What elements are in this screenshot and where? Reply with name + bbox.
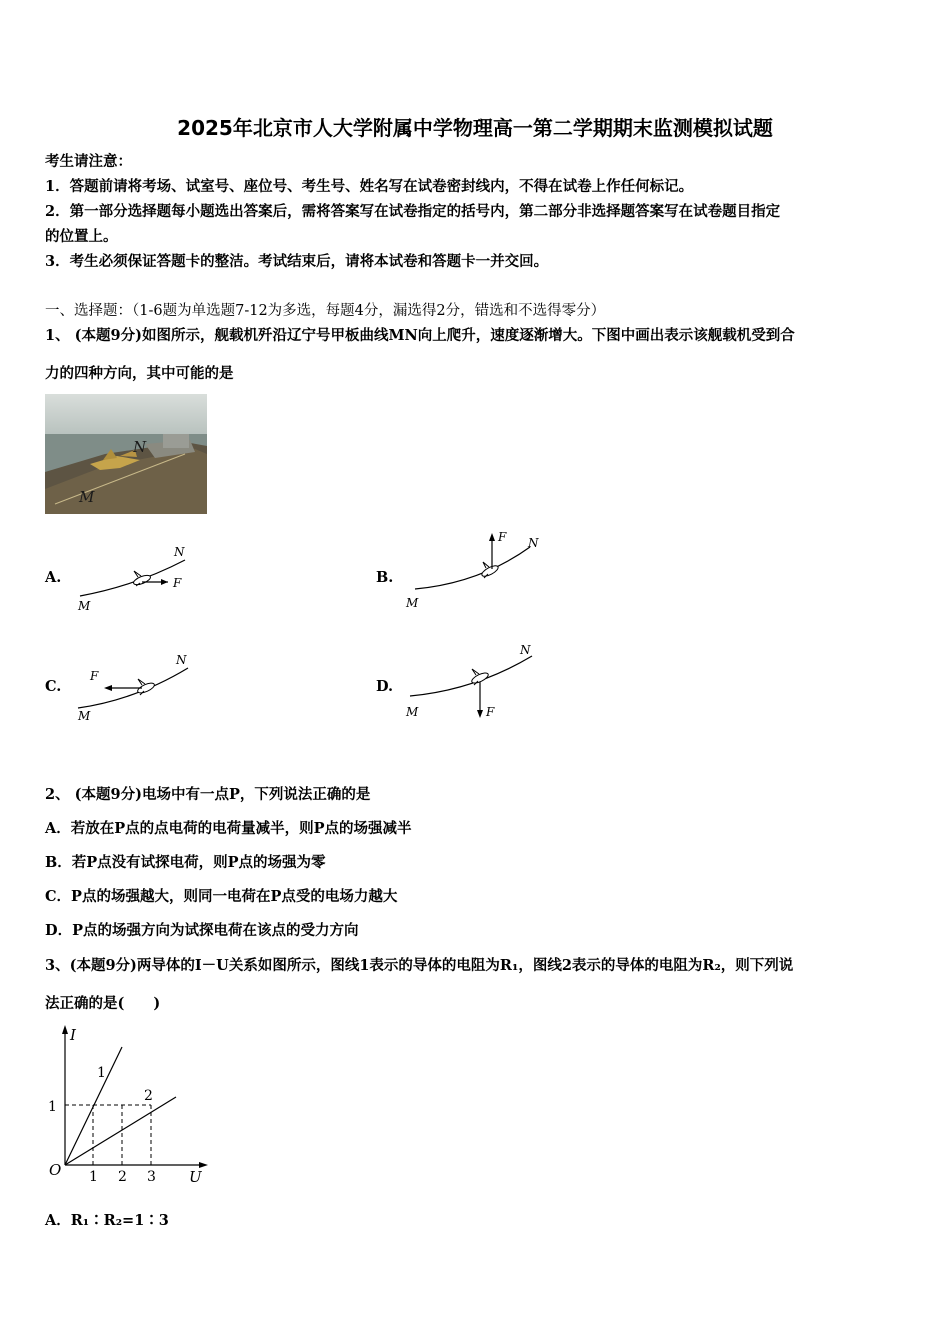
jet-icon xyxy=(136,679,155,695)
notice-heading: 考生请注意： xyxy=(45,153,132,170)
carrier-photo xyxy=(45,394,207,514)
iu-graph xyxy=(40,1020,215,1185)
photo-label-n: N xyxy=(133,438,147,456)
q2-option-a: A．若放在P点的点电荷的电荷量减半，则P点的场强减半 xyxy=(45,820,412,837)
x-axis-label: U xyxy=(189,1168,202,1185)
notice-item-2: 2．第一部分选择题每小题选出答案后，需将答案写在试卷指定的括号内，第二部分非选择题答案写在试卷题目指定 xyxy=(45,203,781,220)
q1-option-a-diagram xyxy=(70,540,200,615)
notice-item-1: 1．答题前请将考场、试室号、座位号、考生号、姓名写在试卷密封线内，不得在试卷上作任何标记。 xyxy=(45,178,694,195)
q2-option-d: D．P点的场强方向为试探电荷在该点的受力方向 xyxy=(45,922,359,939)
photo-label-m: M xyxy=(79,488,95,506)
q3-option-a: A．R₁∶R₂=1∶3 xyxy=(45,1212,169,1229)
notice-item-3: 3．考生必须保证答题卡的整洁。考试结束后，请将本试卷和答题卡一并交回。 xyxy=(45,253,549,270)
label-n: N xyxy=(528,536,539,550)
x-tick-2: 2 xyxy=(118,1169,127,1185)
x-tick-3: 3 xyxy=(147,1169,156,1185)
q3-stem-line2: 法正确的是( ) xyxy=(45,995,161,1012)
label-n: N xyxy=(174,545,185,559)
page-title: 2025年北京市人大学附属中学物理高一第二学期期末监测模拟试题 xyxy=(177,116,773,140)
line-2-label: 2 xyxy=(144,1088,153,1104)
label-m: M xyxy=(406,705,419,719)
q1-option-c-label: C. xyxy=(45,678,62,695)
q3-stem-line1: 3、(本题9分)两导体的I－U关系如图所示，图线1表示的导体的电阻为R₁，图线2表示的导体的电阻为R₂，则下列说 xyxy=(45,957,794,974)
jet-icon xyxy=(480,562,499,578)
label-m: M xyxy=(406,596,419,610)
label-f: F xyxy=(486,705,495,719)
q2-option-b: B．若P点没有试探电荷，则P点的场强为零 xyxy=(45,854,326,871)
q1-stem-line1: 1、 (本题9分)如图所示，舰载机歼沿辽宁号甲板曲线MN向上爬升，速度逐渐增大。下图中画出表示该舰载机受到合 xyxy=(45,327,795,344)
q1-option-d-diagram xyxy=(400,638,550,728)
q1-option-b-diagram xyxy=(400,525,550,615)
label-m: M xyxy=(78,709,91,723)
q1-option-b-label: B. xyxy=(376,569,394,586)
label-n: N xyxy=(176,653,187,667)
q2-stem: 2、 (本题9分)电场中有一点P，下列说法正确的是 xyxy=(45,786,371,803)
q1-option-a-label: A. xyxy=(45,569,62,586)
q2-option-c: C．P点的场强越大，则同一电荷在P点受的电场力越大 xyxy=(45,888,398,905)
label-f: F xyxy=(173,576,182,590)
q1-stem-line2: 力的四种方向，其中可能的是 xyxy=(45,365,234,382)
origin-label: O xyxy=(49,1161,62,1179)
y-axis-label: I xyxy=(70,1026,76,1044)
x-tick-1: 1 xyxy=(89,1169,98,1185)
label-n: N xyxy=(520,643,531,657)
q1-option-d-label: D. xyxy=(376,678,394,695)
y-tick-1: 1 xyxy=(48,1099,57,1115)
label-f: F xyxy=(498,530,507,544)
notice-item-2-cont: 的位置上。 xyxy=(45,228,118,245)
carrier-photo-graphic xyxy=(45,394,207,514)
jet-icon xyxy=(132,571,151,587)
line-1-label: 1 xyxy=(97,1065,106,1081)
label-f: F xyxy=(90,669,99,683)
label-m: M xyxy=(78,599,91,613)
section-heading: 一、选择题：（1-6题为单选题7-12为多选，每题4分，漏选得2分，错选和不选得零分） xyxy=(45,303,606,319)
q1-option-c-diagram xyxy=(70,650,200,725)
